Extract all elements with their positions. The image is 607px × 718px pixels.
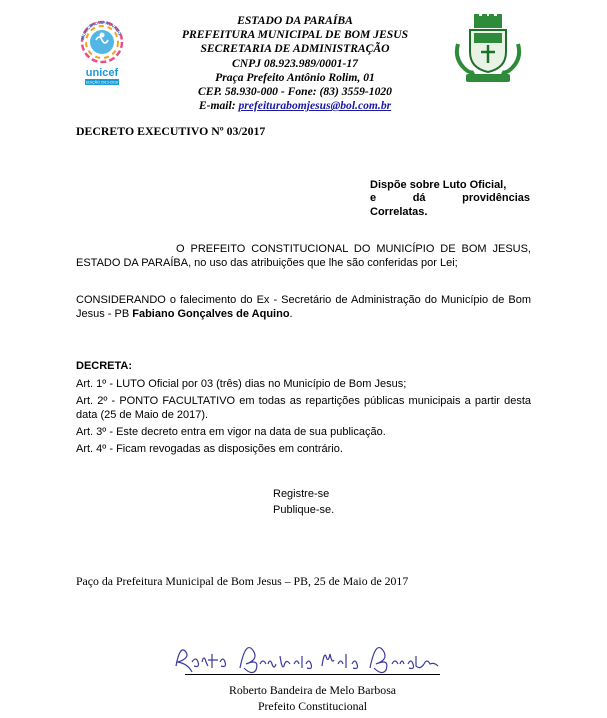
place-and-date: Paço da Prefeitura Municipal de Bom Jesus – PB, 25 de Maio de 2017 bbox=[76, 574, 409, 588]
cep-phone: CEP. 58.930-000 - Fone: (83) 3559-1020 bbox=[198, 85, 392, 99]
email-link[interactable]: prefeiturabomjesus@bol.com.br bbox=[238, 99, 392, 113]
unicef-wordmark: unicef bbox=[85, 67, 119, 79]
summary-word: e bbox=[370, 192, 377, 205]
edition-text: EDIÇÃO 2013-2016 bbox=[86, 80, 118, 85]
signature-last-name bbox=[370, 648, 438, 673]
summary-line-2 bbox=[370, 192, 530, 205]
register-text: Registre-se bbox=[273, 488, 330, 500]
state-name: ESTADO DA PARAÍBA bbox=[237, 14, 353, 27]
letterhead bbox=[150, 14, 440, 113]
motto-ribbon-icon bbox=[466, 74, 510, 82]
publish-text: Publique-se. bbox=[273, 504, 335, 516]
signer-block bbox=[185, 682, 440, 714]
prefecture-name: PREFEITURA MUNICIPAL DE BOM JESUS bbox=[181, 28, 409, 42]
closing-formula bbox=[273, 486, 334, 518]
seal-top-text: MUNICÍPIO APROVADO bbox=[80, 19, 123, 41]
considering-end: . bbox=[289, 308, 293, 320]
considering-text: CONSIDERANDO o falecimento do Ex - Secretário de Administração do Município de Bom Jesus - PB bbox=[76, 294, 531, 320]
signature-de-melo bbox=[322, 654, 358, 669]
decree-summary bbox=[370, 179, 530, 219]
shield-band-icon bbox=[474, 33, 502, 43]
crown-tower-icon bbox=[474, 14, 479, 19]
crown-tower-icon bbox=[482, 14, 487, 19]
preamble-paragraph: O PREFEITO CONSTITUCIONAL DO MUNICÍPIO DE BOM JESUS, ESTADO DA PARAÍBA, no uso das atribuições que lhe são conferidas por Lei; bbox=[76, 243, 531, 269]
crown-tower-icon bbox=[497, 14, 502, 19]
handwritten-signature bbox=[170, 636, 440, 674]
deceased-name: Fabiano Gonçalves de Aquino bbox=[132, 308, 290, 320]
summary-line-3: Correlatas. bbox=[370, 205, 428, 218]
article-4: Art. 4º - Ficam revogadas as disposições em contrário. bbox=[76, 443, 343, 455]
summary-line-1: Dispõe sobre Luto Oficial, bbox=[370, 179, 507, 191]
article-2: Art. 2º - PONTO FACULTATIVO em todas as repartições públicas municipais a partir desta data (25 de Maio de 2017). bbox=[76, 395, 531, 421]
decreta-heading: DECRETA: bbox=[76, 360, 133, 372]
signature-middle-name bbox=[240, 648, 312, 673]
signer-name: Roberto Bandeira de Melo Barbosa bbox=[228, 683, 397, 697]
crown-tower-icon bbox=[489, 14, 494, 19]
child-head-icon bbox=[100, 33, 105, 38]
decree-title: DECRETO EXECUTIVO Nº 03/2017 bbox=[76, 124, 266, 138]
signature-line bbox=[185, 674, 440, 675]
email-line bbox=[150, 99, 440, 113]
article-1: Art. 1º - LUTO Oficial por 03 (três) dias no Município de Bom Jesus; bbox=[76, 378, 407, 390]
considering-paragraph bbox=[76, 293, 531, 321]
signature-first-name bbox=[176, 650, 226, 672]
summary-word: providências bbox=[462, 192, 530, 205]
articles-list bbox=[76, 377, 531, 459]
article-3: Art. 3º - Este decreto entra em vigor na data de sua publicação. bbox=[76, 426, 386, 438]
unicef-seal-logo bbox=[76, 12, 128, 90]
signer-role: Prefeito Constitucional bbox=[257, 699, 368, 713]
email-label: E-mail: bbox=[198, 99, 236, 113]
secretariat-name: SECRETARIA DE ADMINISTRAÇÃO bbox=[200, 42, 390, 56]
address: Praça Prefeito Antônio Rolim, 01 bbox=[215, 70, 375, 84]
cnpj: CNPJ 08.923.989/0001-17 bbox=[232, 56, 358, 70]
summary-word: dá bbox=[412, 192, 426, 205]
coat-of-arms-icon bbox=[452, 14, 524, 88]
